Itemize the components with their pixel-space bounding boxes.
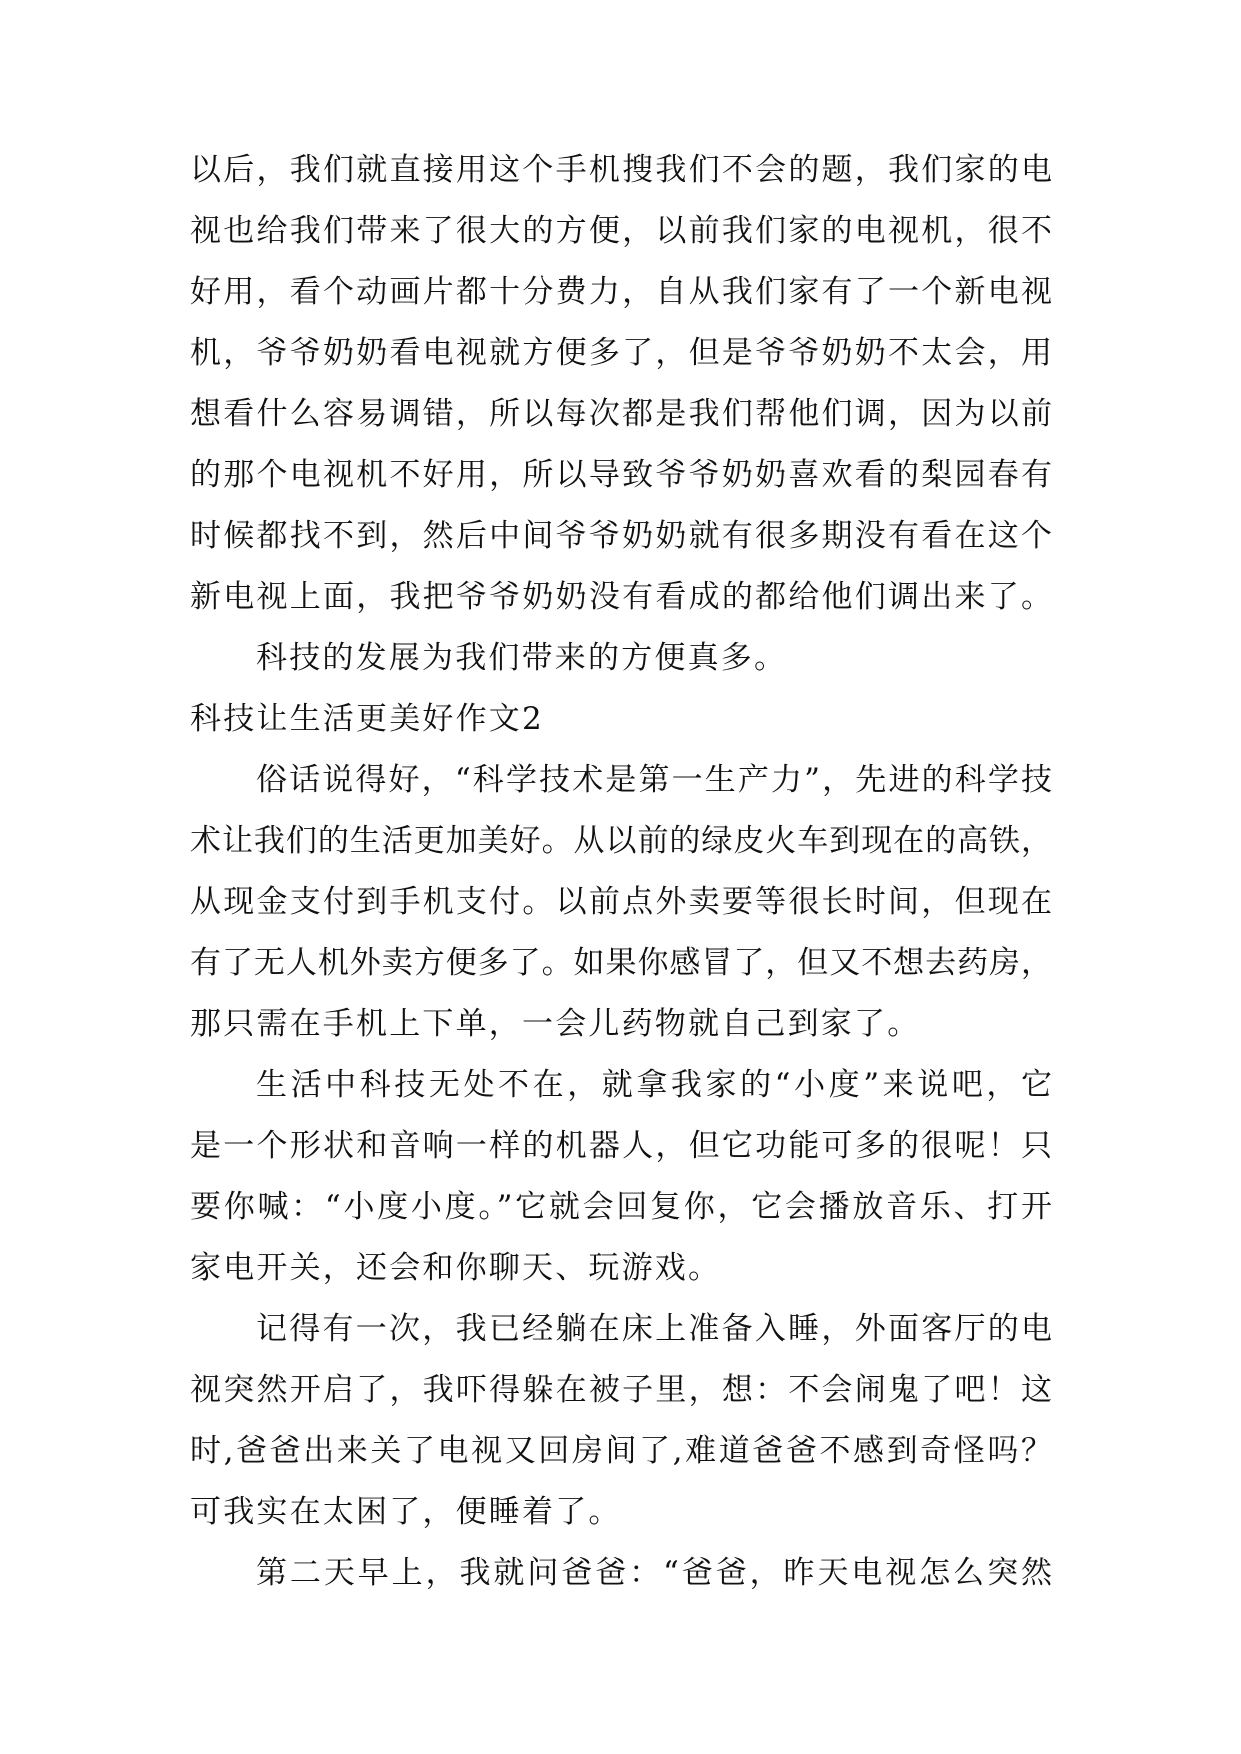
text-line: 有了无人机外卖方便多了。如果你感冒了，但又不想去药房， <box>190 945 1052 981</box>
text-line: 好用，看个动画片都十分费力，自从我们家有了一个新电视 <box>190 274 1052 310</box>
paragraph <box>190 1299 1052 1543</box>
paragraph <box>190 1543 1052 1604</box>
text-line: 俗话说得好，“科学技术是第一生产力”，先进的科学技 <box>256 762 1052 798</box>
paragraph <box>190 628 1052 689</box>
text-line: 是一个形状和音响一样的机器人，但它功能可多的很呢！只 <box>190 1128 1052 1164</box>
text-line: 生活中科技无处不在，就拿我家的“小度”来说吧，它 <box>256 1067 1052 1103</box>
text-line: 视突然开启了，我吓得躲在被子里，想：不会闹鬼了吧！这 <box>190 1372 1052 1408</box>
text-line: 视也给我们带来了很大的方便，以前我们家的电视机，很不 <box>190 213 1052 249</box>
text-line: 术让我们的生活更加美好。从以前的绿皮火车到现在的高铁， <box>190 823 1052 859</box>
text-line: 时候都找不到，然后中间爷爷奶奶就有很多期没有看在这个 <box>190 518 1052 554</box>
text-line: 的那个电视机不好用，所以导致爷爷奶奶喜欢看的梨园春有 <box>190 457 1052 493</box>
text-line: 第二天早上，我就问爸爸：“爸爸，昨天电视怎么突然 <box>256 1555 1052 1591</box>
text-line: 以后，我们就直接用这个手机搜我们不会的题，我们家的电 <box>190 152 1052 188</box>
section-heading: 科技让生活更美好作文2 <box>190 701 544 737</box>
text-line: 时,爸爸出来关了电视又回房间了,难道爸爸不感到奇怪吗？ <box>190 1433 1052 1469</box>
text-line: 机，爷爷奶奶看电视就方便多了，但是爷爷奶奶不太会，用 <box>190 335 1052 371</box>
text-line: 家电开关，还会和你聊天、玩游戏。 <box>190 1250 722 1286</box>
text-line: 记得有一次，我已经躺在床上准备入睡，外面客厅的电 <box>256 1311 1052 1347</box>
paragraph <box>190 140 1052 628</box>
document-body <box>190 140 1052 1604</box>
text-line: 那只需在手机上下单，一会儿药物就自己到家了。 <box>190 1006 921 1042</box>
text-line: 要你喊：“小度小度。”它就会回复你，它会播放音乐、打开 <box>190 1189 1052 1225</box>
text-line: 科技的发展为我们带来的方便真多。 <box>256 640 788 676</box>
text-line: 可我实在太困了，便睡着了。 <box>190 1494 622 1530</box>
paragraph <box>190 750 1052 1055</box>
text-line: 从现金支付到手机支付。以前点外卖要等很长时间，但现在 <box>190 884 1052 920</box>
text-line: 新电视上面，我把爷爷奶奶没有看成的都给他们调出来了。 <box>190 579 1052 615</box>
text-line: 想看什么容易调错，所以每次都是我们帮他们调，因为以前 <box>190 396 1052 432</box>
paragraph <box>190 1055 1052 1299</box>
